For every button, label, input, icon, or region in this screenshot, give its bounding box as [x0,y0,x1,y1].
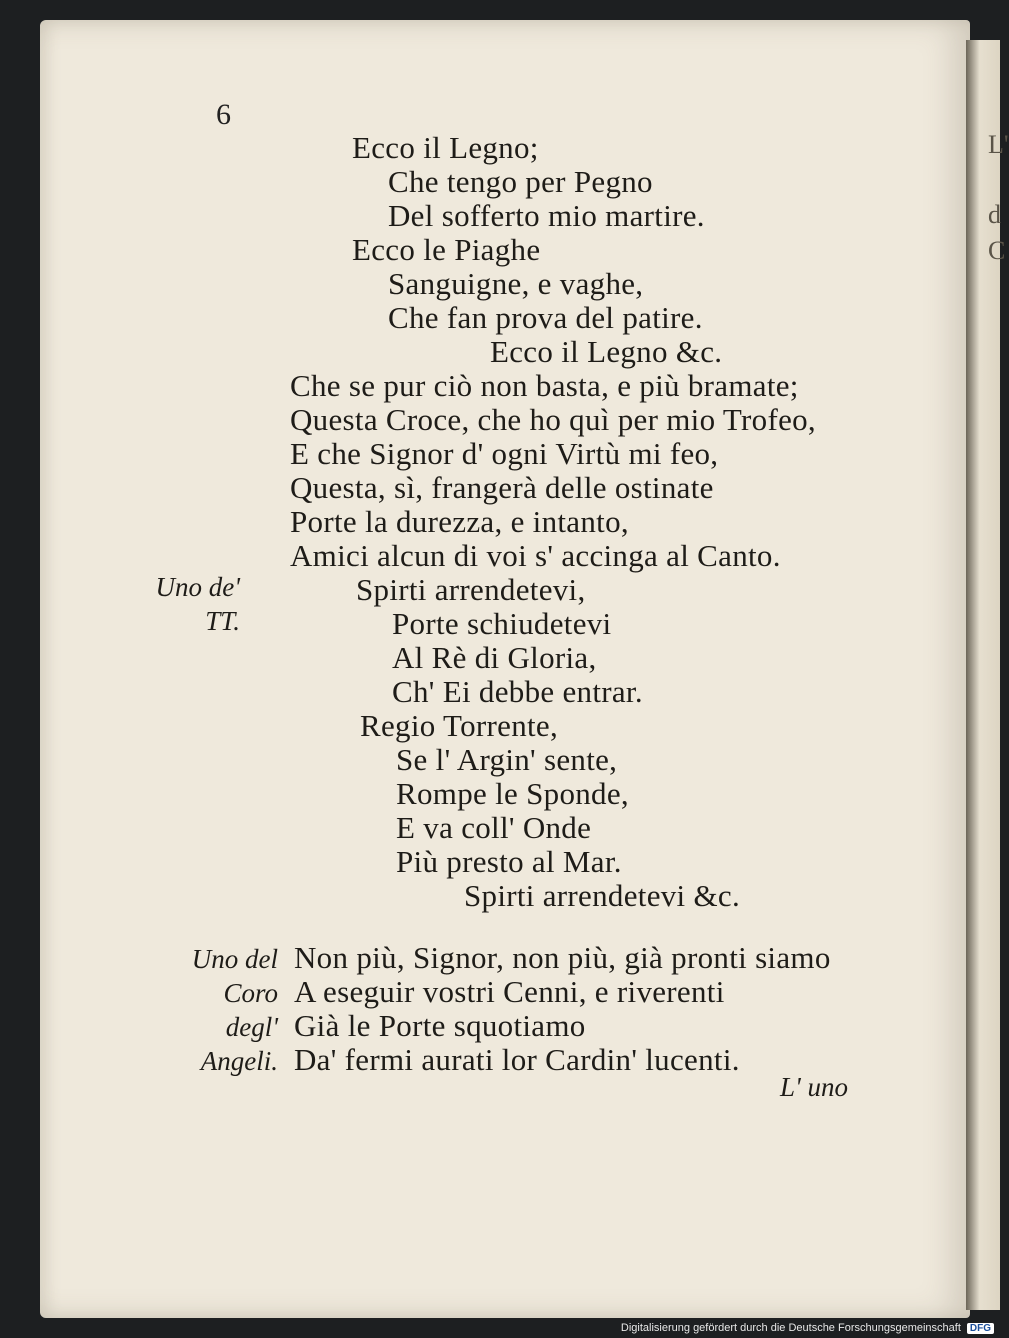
verse-line: Che fan prova del patire. [388,300,703,335]
catchword: L' uno [780,1072,849,1102]
speaker-label: Uno de' [155,572,240,602]
verse-line: Del sofferto mio martire. [388,198,705,233]
verse-line: Ecco le Piaghe [352,232,541,267]
verse-line: E va coll' Onde [396,810,592,845]
next-page-fragment: d [988,200,1001,229]
verse-line: Questa, sì, frangerà delle ostinate [290,470,714,505]
verse-line: Più presto al Mar. [396,844,622,879]
verse-line: Porte schiudetevi [392,606,612,641]
verse-line: Non più, Signor, non più, già pronti siamo [294,940,831,975]
verse-line: Spirti arrendetevi &c. [464,878,741,913]
dfg-logo: DFG [967,1323,994,1334]
verse-line: Al Rè di Gloria, [392,640,597,675]
verse-line: Sanguigne, e vaghe, [388,266,644,301]
adjacent-page-edge [966,40,1009,1310]
verse-line: Ecco il Legno &c. [490,334,723,369]
speaker-label: Uno del [191,944,278,974]
verse-line: E che Signor d' ogni Virtù mi feo, [290,436,719,471]
page-number: 6 [216,98,231,131]
verse-line: A eseguir vostri Cenni, e riverenti [294,974,725,1009]
verse-line: Questa Croce, che ho quì per mio Trofeo, [290,402,816,437]
verse-line: Ch' Ei debbe entrar. [392,674,643,709]
speaker-label: Angeli. [200,1046,278,1076]
verse-line: Da' fermi aurati lor Cardin' lucenti. [294,1042,740,1077]
verse-line: Che tengo per Pegno [388,164,653,199]
verse-line: Porte la durezza, e intanto, [290,504,629,539]
speaker-label: Coro [223,978,278,1008]
verse-line: Ecco il Legno; [352,130,539,165]
verse-line: Se l' Argin' sente, [396,742,618,777]
verse-line: Spirti arrendetevi, [356,572,586,607]
digitization-footer [621,1322,994,1334]
next-page-fragment: C [988,236,1006,265]
speaker-label: TT. [205,606,240,636]
verse-line: Rompe le Sponde, [396,776,629,811]
verse-line: Amici alcun di voi s' accinga al Canto. [290,538,781,573]
verse-line: Regio Torrente, [360,708,559,743]
next-page-fragment: L' [988,130,1009,159]
verse-line: Già le Porte squotiamo [294,1008,586,1043]
verse-line: Che se pur ciò non basta, e più bramate; [290,368,799,403]
speaker-label: degl' [225,1012,278,1042]
footer-text: Digitalisierung gefördert durch die Deutsche Forschungsgemeinschaft [620,1322,961,1334]
